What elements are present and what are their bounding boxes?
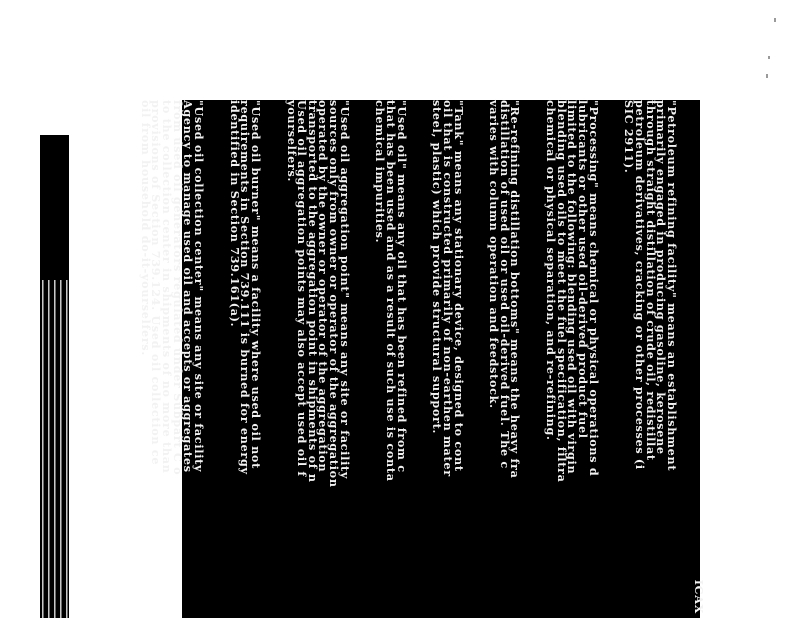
definition-paragraph: "Used oil aggregation point" means any site or facility sources only from owner or operator of the aggregation operated by the owner or operator of the aggregation transported to the aggregation point in shipments of n Used oil aggregation points may also accept used oil f yourselfers. bbox=[284, 100, 352, 488]
scanned-page bbox=[138, 100, 706, 618]
scan-streaks bbox=[40, 280, 69, 618]
definition-paragraph: "Used oil collection center" means any site or facility Agency to manage used oil and accepts or aggregates from used oil generators regulated under Subpart C o to the collection center in shipments of no more than provisions of Section 739.124. Used oil collection ce oil from household do-it-yourselfers. bbox=[138, 100, 206, 476]
dust-speck bbox=[774, 18, 776, 22]
definition-paragraph: "Processing" means chemical or physical operations d lubricants or other used oil-derived product fuel limited to the following: blending used oil with virgin blending used oils to meet the fuel specification, filtra chemical or physical separation, and re-refining. bbox=[544, 100, 601, 483]
scan-edge-strip bbox=[40, 135, 69, 618]
definition-paragraph: "Petroleum refining facility" means an establishment primarily engaged in producing gasoline, kerosene through straight distillation of crude oil, redistillat petroleum derivatives, cracking or other processes (i SIC 2911). bbox=[622, 100, 679, 472]
definition-paragraph: "Tank" means any stationary device, designed to cont oil that is constructed primarily of non-earthen mater steel, plastic) which provide structural support. bbox=[430, 100, 466, 477]
dust-speck bbox=[768, 56, 770, 59]
definition-paragraph: "Re-refining distillation bottoms" means the heavy fra distillation of used oil or used oil-derived fuel. The c varies with column operation and feedstock. bbox=[487, 100, 523, 479]
definition-paragraph: "Used oil" means any oil that has been refined from c that has been used and as a result of such use is conta chemical impurities. bbox=[373, 100, 409, 482]
rotated-document-text bbox=[138, 100, 706, 618]
section-number: ICAX bbox=[692, 579, 706, 614]
dust-speck bbox=[766, 74, 768, 78]
definition-paragraph: "Used oil burner" means a facility where used oil not requirements in Section 739.111 is burned for energy identified in Section 739.161(a). bbox=[227, 100, 263, 475]
